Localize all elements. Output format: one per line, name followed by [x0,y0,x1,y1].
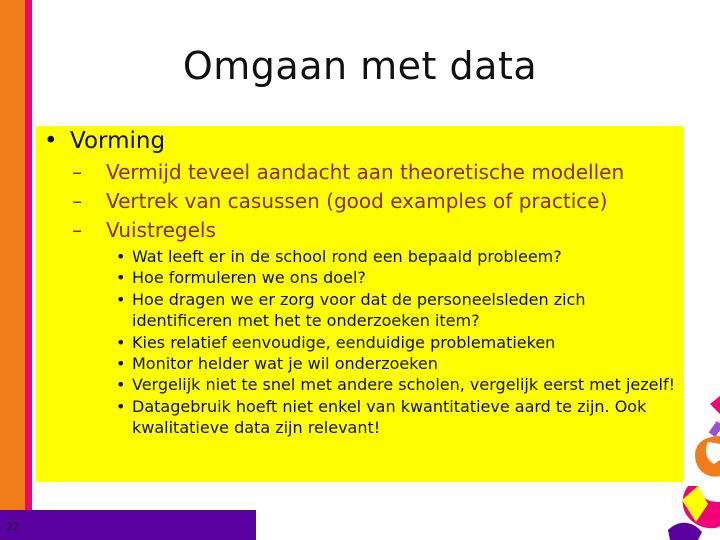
logo-decoration-icon [648,390,720,540]
sub-bullet-text: Vuistregels [106,218,216,242]
page-number: 22 [6,522,19,533]
bullet-dot: • [44,128,58,154]
sub-bullet-2 [72,189,607,213]
list-item-text: Datagebruik hoeft niet enkel van kwantitatieve aard te zijn. Ook kwalitatieve data zijn relevant! [132,396,647,438]
list-item: • Vergelijk niet te snel met andere scholen, vergelijk eerst met jezelf! [116,375,675,395]
list-item-text: Wat leeft er in de school rond een bepaald probleem? [132,247,562,266]
sub-bullet-text: Vermijd teveel aandacht aan theoretische modellen [106,160,625,184]
logo-shape-pink-top [710,396,720,414]
list-item: • Hoe formuleren we ons doel? [116,268,366,288]
logo-shape-purple [668,523,702,540]
list-item: • Monitor helder wat je wil onderzoeken [116,354,438,374]
list-item-text: Hoe dragen we er zorg voor dat de personeelsleden zich identificeren met het te onderzoeken item? [132,289,586,331]
sub-bullet-3 [72,218,216,242]
list-item-text: Kies relatief eenvoudige, eenduidige problematieken [132,332,556,352]
footer-bar [0,510,256,540]
slide-title: Omgaan met data [182,44,538,88]
list-item-text: Monitor helder wat je wil onderzoeken [132,354,438,374]
logo-shape-purple-small [709,421,720,437]
sub-bullet-text: Vertrek van casussen (good examples of practice) [106,189,608,213]
list-item: • Kies relatief eenvoudige, eenduidige problematieken [116,332,556,352]
list-item: • Hoe dragen we er zorg voor dat de personeelsleden zich identificeren met het te onderzoeken item? [116,289,586,331]
list-item-text: Hoe formuleren we ons doel? [132,268,366,288]
bullet-label: Vorming [70,128,166,154]
dash-marker: – [72,189,82,213]
vuistregels-list [116,246,686,439]
list-item: • Datagebruik hoeft niet enkel van kwantitatieve aard te zijn. Ook kwalitatieve data zijn relevant! [116,396,647,438]
bullet-vorming [44,128,165,154]
dash-marker: – [72,218,82,242]
list-item-text: Vergelijk niet te snel met andere scholen, vergelijk eerst met jezelf! [132,375,675,395]
dash-marker: – [72,160,82,184]
sub-bullet-1 [72,160,624,184]
logo-shapes [668,396,720,540]
list-item: • Wat leeft er in de school rond een bepaald probleem? [116,247,562,266]
